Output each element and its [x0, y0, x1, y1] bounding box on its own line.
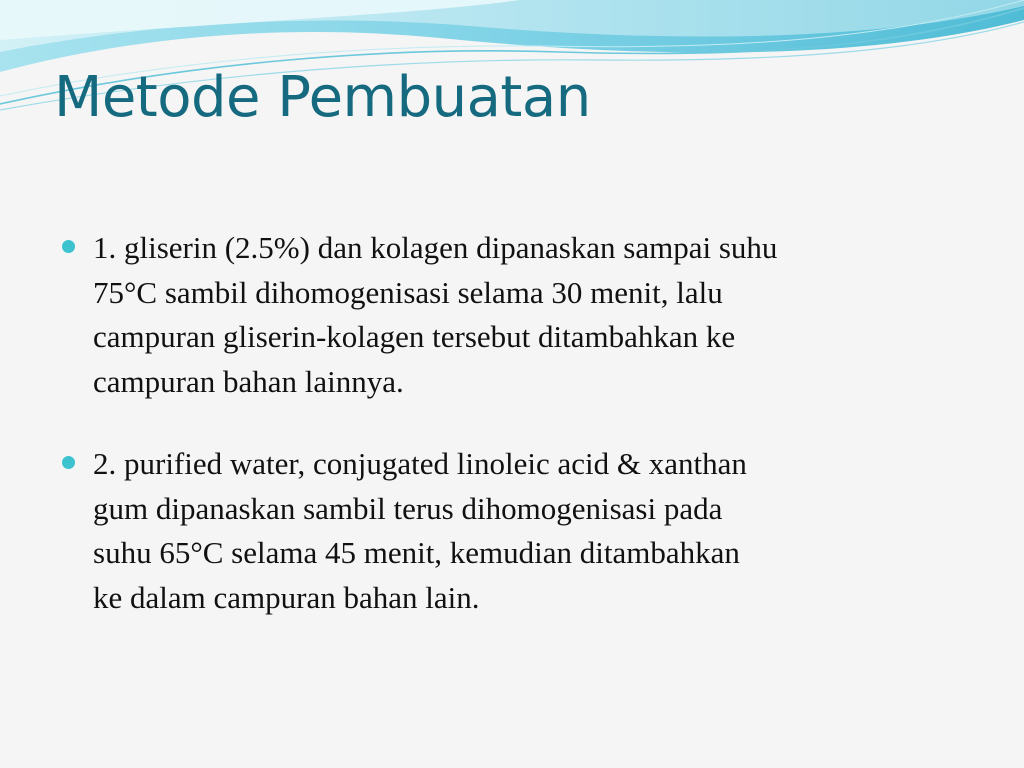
slide-title: Metode Pembuatan — [54, 65, 591, 130]
bullet-line: suhu 65°C selama 45 menit, kemudian ditambahkan — [93, 535, 740, 570]
bullet-line: gum dipanaskan sambil terus dihomogenisasi pada — [93, 490, 723, 526]
bullet-line: campuran bahan lainnya. — [93, 363, 404, 399]
bullet-item — [62, 442, 962, 620]
bullet-list — [62, 226, 962, 658]
bullet-line: 2. purified water, conjugated linoleic acid & xanthan — [93, 446, 747, 481]
bullet-dot-icon — [62, 456, 75, 469]
bullet-item — [62, 226, 962, 404]
bullet-line: ke dalam campuran bahan lain. — [93, 579, 480, 615]
bullet-line: 75°C sambil dihomogenisasi selama 30 menit, lalu — [93, 274, 723, 310]
bullet-dot-icon — [62, 240, 75, 253]
bullet-line: 1. gliserin (2.5%) dan kolagen dipanaskan sampai suhu — [93, 230, 778, 265]
bullet-line: campuran gliserin-kolagen tersebut ditambahkan ke — [93, 319, 736, 354]
